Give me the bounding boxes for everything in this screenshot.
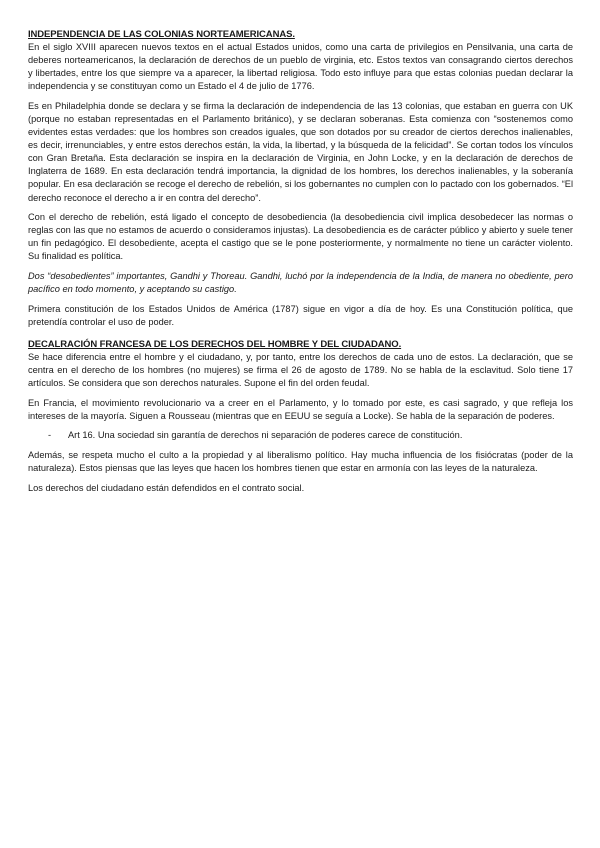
paragraph: Primera constitución de los Estados Unidos de América (1787) sigue en vigor a día de hoy. Es una Constitución política, que pretendía controlar el uso de poder. [28, 303, 573, 327]
bullet-item [28, 429, 573, 442]
paragraph: En el siglo XVIII aparecen nuevos textos en el actual Estados unidos, como una carta de privilegios en Pensilvania, una carta de deberes norteamericanos, la declaración de derechos de un pueblo de virginia, etc. Estos textos van consagrando ciertos derechos y libertades, entre los que siempre va a aparecer, la libertad religiosa. Todo esto influye para que estas colonias puedan declarar la independencia y se constituyan como un Estado el 4 de julio de 1776. [28, 42, 573, 92]
italic-paragraph: Dos “desobedientes” importantes, Gandhi y Thoreau. Gandhi, luchó por la independencia de la India, de manera no obediente, pero pacífico en todo momento, y aceptando su castigo. [28, 271, 573, 295]
paragraph: En Francia, el movimiento revolucionario va a creer en el Parlamento, y lo tomado por este, es casi sagrado, y que refleja los intereses de la mayoría. Siguen a Rousseau (mientras que en EEUU se seguía a Locke). Se habla de la separación de poderes. [28, 397, 573, 421]
paragraph: Además, se respeta mucho el culto a la propiedad y al liberalismo político. Hay mucha influencia de los fisiócratas (poder de la naturaleza). Estos piensas que las leyes que hacen los hombres tienen que estar en armonía con las leyes de la naturaleza. [28, 449, 573, 474]
bullet-text: Art 16. Una sociedad sin garantía de derechos ni separación de poderes carece de constitución. [68, 430, 463, 441]
paragraph: Los derechos del ciudadano están defendidos en el contrato social. [28, 482, 305, 493]
bullet-marker: - [48, 430, 52, 441]
paragraph: Con el derecho de rebelión, está ligado el concepto de desobediencia (la desobediencia civil implica desobedecer las normas o reglas con las que no estamos de acuerdo o consideramos injustas). La desobediencia es de carácter público y abierto y suele tener un fin pedagógico. El desobediente, acepta el castigo que se le pone posteriormente, y normalmente no tiene un carácter violento. Su finalidad es política. [28, 212, 573, 262]
section-heading-declaracion-francesa: DECALRACIÓN FRANCESA DE LOS DERECHOS DEL HOMBRE Y DEL CIUDADANO. [28, 338, 402, 350]
paragraph: Es en Philadelphia donde se declara y se firma la declaración de independencia de las 13 colonias, que estaban en guerra con UK (porque no estaban representadas en el Parlamento británico), y se declaran soberanas. Esta comienza con “sostenemos como evidentes estas verdades: que los hombres son creados iguales, que son dotados por su creador de ciertos derechos inalienables, es decir, irrenunciables, y entre estos derechos están, la vida, la libertad, y la búsqueda de la felicidad”. Se cortan todos los vínculos con Gran Bretaña. Esta declaración se inspira en la declaración de Virginia, en John Locke, y en la declaración de derechos de Inglaterra de 1689. En esta declaración tendrá importancia, la dignidad de los hombres, los derechos inalienables, y la soberanía popular. En esa declaración se recoge el derecho de rebelión, si los gobernantes no cumplen con lo pactado con los gobernados. “El derecho reconoce el derecho a ir en contra del derecho”. [28, 100, 573, 203]
section-heading-independencia: INDEPENDENCIA DE LAS COLONIAS NORTEAMERICANAS. [28, 29, 295, 40]
paragraph: Se hace diferencia entre el hombre y el ciudadano, y, por tanto, entre los derechos de cada uno de estos. La declaración, que se centra en el derecho de los hombres (no mujeres) se firma el 26 de agosto de 1789. No se habla de la esclavitud. Solo tiene 17 artículos. Se considera que son derechos naturales. Supone el fin del orden feudal. [28, 351, 573, 389]
